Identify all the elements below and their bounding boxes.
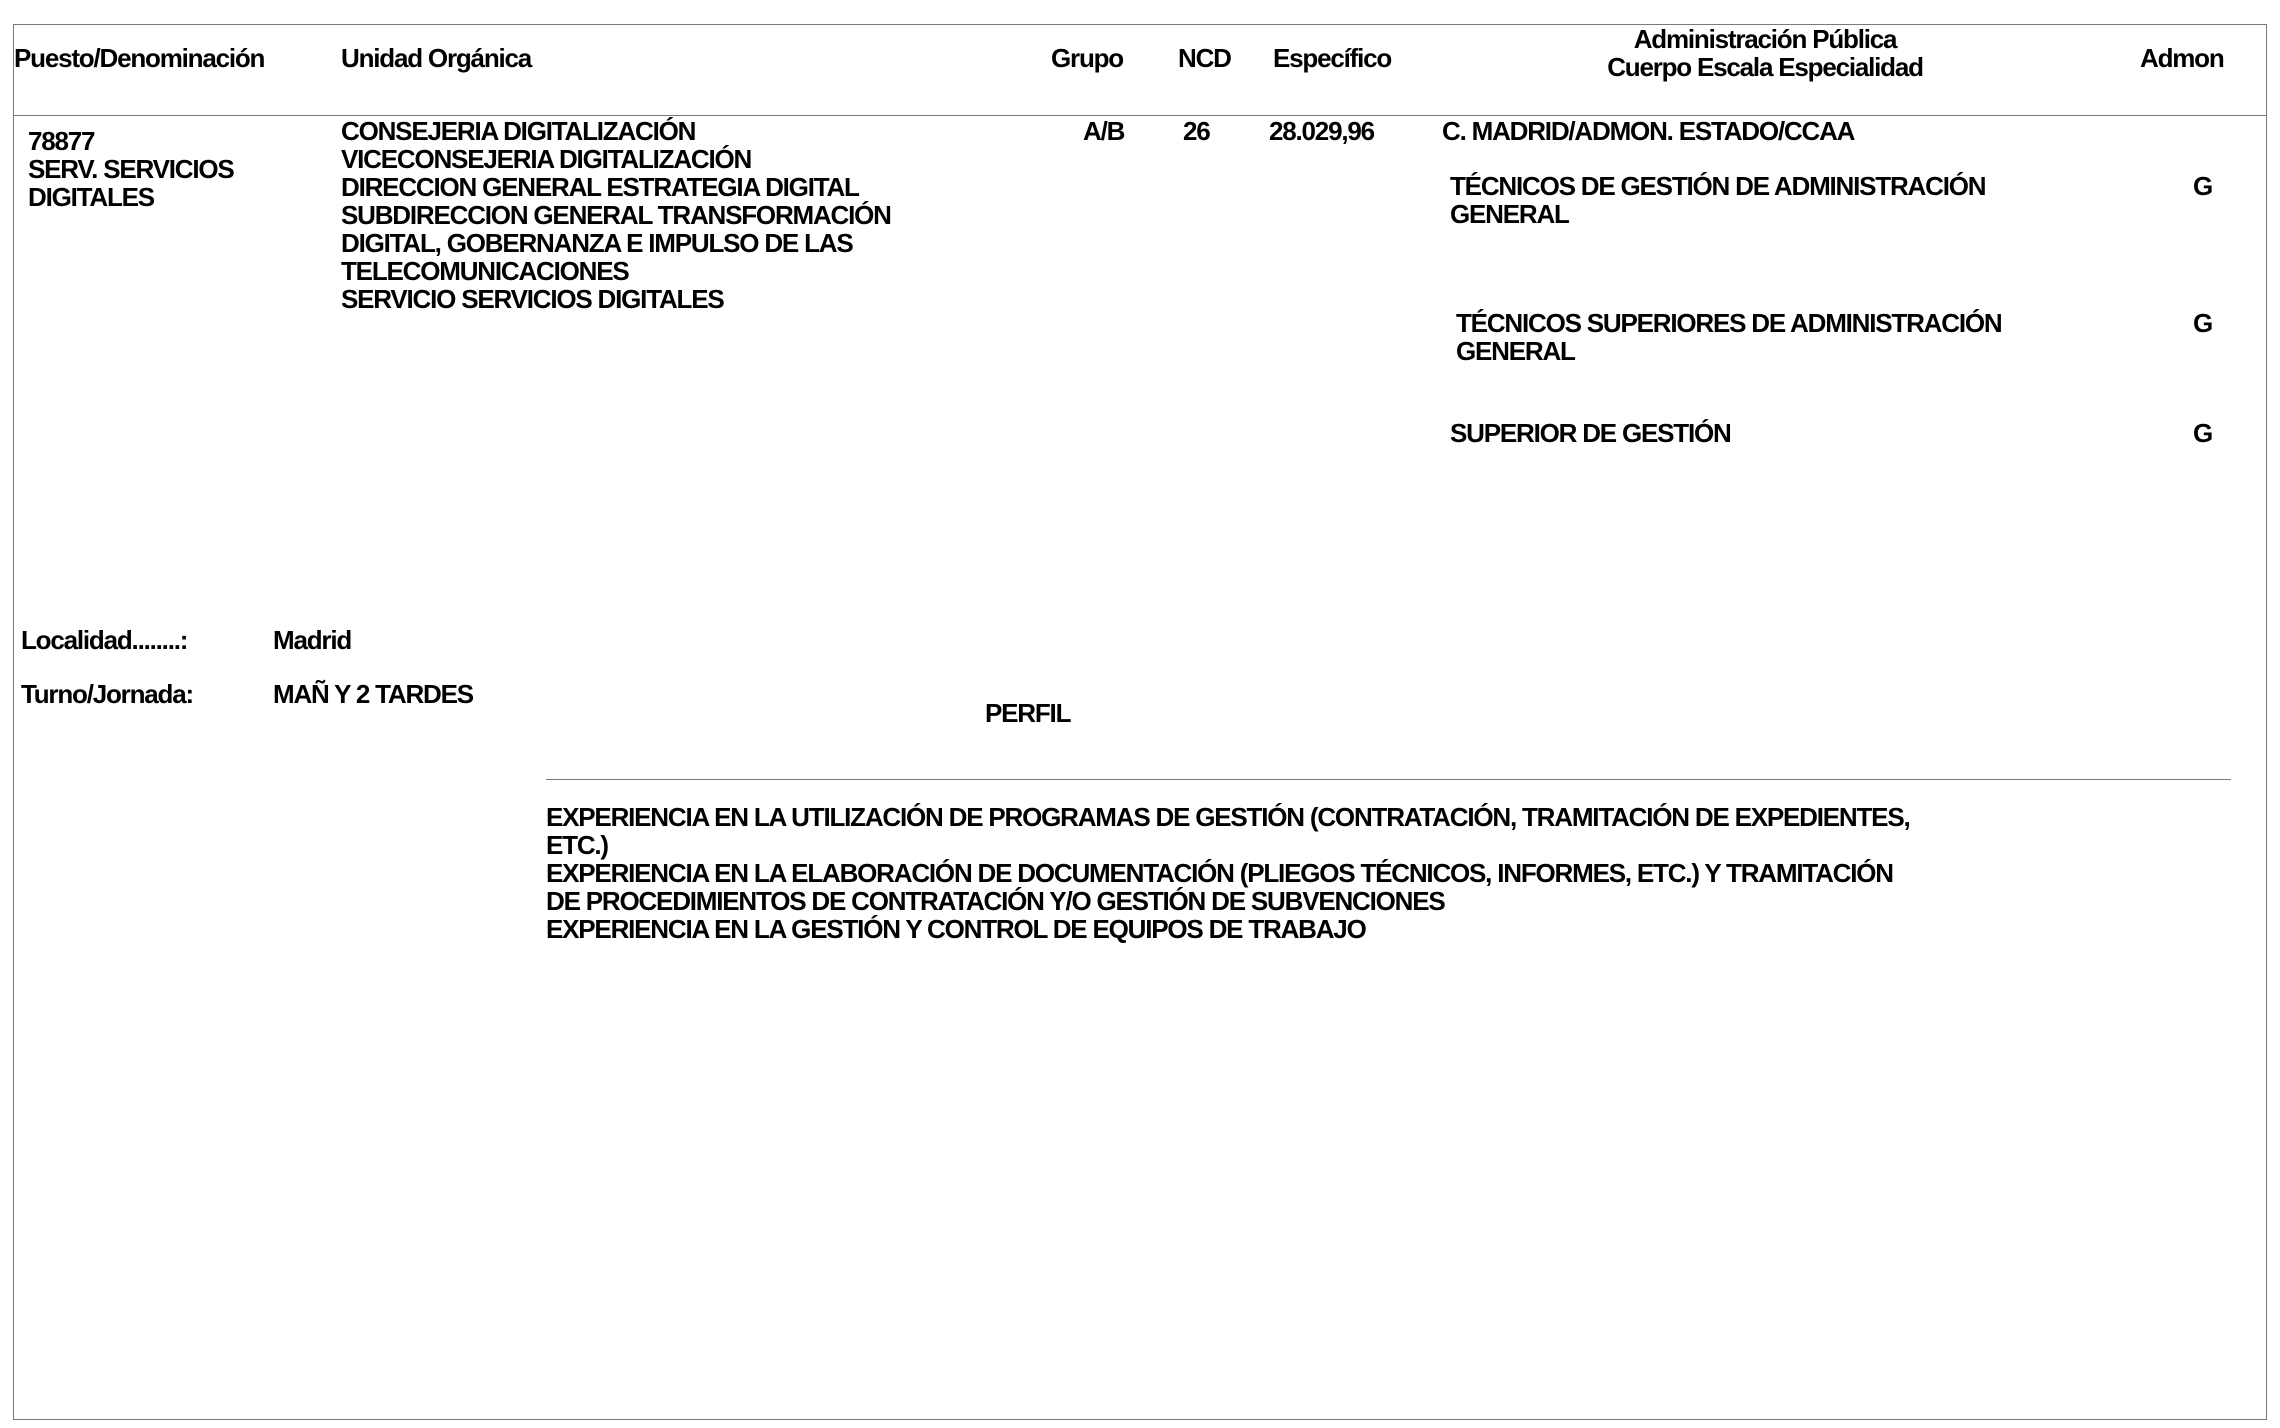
- perfil-line: EXPERIENCIA EN LA UTILIZACIÓN DE PROGRAMAS DE GESTIÓN (CONTRATACIÓN, TRAMITACIÓN DE EXPEDIENTES,: [546, 802, 1910, 832]
- header-puesto: Puesto/Denominación: [14, 43, 265, 73]
- unidad-line: VICECONSEJERIA DIGITALIZACIÓN: [341, 144, 752, 174]
- unidad-line: DIGITAL, GOBERNANZA E IMPULSO DE LAS: [341, 228, 853, 258]
- unidad-line: SUBDIRECCION GENERAL TRANSFORMACIÓN: [341, 200, 891, 230]
- cuerpo-entry: [1450, 419, 1731, 447]
- header-administracion: [1500, 25, 2030, 81]
- cuerpo-admon: G: [2193, 308, 2213, 338]
- perfil-line: DE PROCEDIMIENTOS DE CONTRATACIÓN Y/O GESTIÓN DE SUBVENCIONES: [546, 886, 1445, 916]
- cuerpo-line: GENERAL: [1456, 336, 1575, 366]
- puesto-denominacion-line: SERV. SERVICIOS: [28, 154, 234, 184]
- cuerpo-line: GENERAL: [1450, 199, 1569, 229]
- localidad-value: Madrid: [273, 625, 352, 655]
- cuerpo-line: TÉCNICOS DE GESTIÓN DE ADMINISTRACIÓN: [1450, 171, 1986, 201]
- unidad-line: CONSEJERIA DIGITALIZACIÓN: [341, 116, 696, 146]
- cuerpo-line: SUPERIOR DE GESTIÓN: [1450, 418, 1731, 448]
- unidad-organica-cell: [341, 117, 891, 313]
- perfil-divider: [546, 779, 2231, 780]
- grupo-value: A/B: [1083, 116, 1125, 146]
- puesto-denominacion-line: DIGITALES: [28, 182, 154, 212]
- cuerpo-admon: G: [2193, 171, 2213, 201]
- puesto-codigo: 78877: [28, 126, 95, 156]
- header-especifico: Específico: [1273, 43, 1392, 73]
- cuerpo-entry: [1456, 309, 2001, 365]
- cuerpo-entry: [1450, 172, 1985, 228]
- unidad-line: DIRECCION GENERAL ESTRATEGIA DIGITAL: [341, 172, 859, 202]
- turno-label: Turno/Jornada:: [21, 679, 193, 709]
- header-admin-line1: Administración Pública: [1633, 24, 1897, 54]
- header-admon: Admon: [2140, 43, 2224, 73]
- header-unidad: Unidad Orgánica: [341, 43, 532, 73]
- puesto-cell: [28, 127, 234, 211]
- perfil-line: EXPERIENCIA EN LA ELABORACIÓN DE DOCUMENTACIÓN (PLIEGOS TÉCNICOS, INFORMES, ETC.) Y TRAMITACIÓN: [546, 858, 1893, 888]
- header-ncd: NCD: [1178, 43, 1231, 73]
- header-admin-line2: Cuerpo Escala Especialidad: [1607, 52, 1923, 82]
- perfil-line: ETC.): [546, 830, 608, 860]
- perfil-line: EXPERIENCIA EN LA GESTIÓN Y CONTROL DE EQUIPOS DE TRABAJO: [546, 914, 1366, 944]
- cuerpo-admon: G: [2193, 418, 2213, 448]
- perfil-text: [546, 803, 1910, 943]
- localidad-label: Localidad........:: [21, 625, 188, 655]
- header-grupo: Grupo: [1051, 43, 1123, 73]
- unidad-line: SERVICIO SERVICIOS DIGITALES: [341, 284, 724, 314]
- perfil-title: PERFIL: [985, 698, 1071, 728]
- ncd-value: 26: [1183, 116, 1210, 146]
- administracion-value: C. MADRID/ADMON. ESTADO/CCAA: [1442, 116, 1855, 146]
- cuerpo-line: TÉCNICOS SUPERIORES DE ADMINISTRACIÓN: [1456, 308, 2002, 338]
- especifico-value: 28.029,96: [1269, 116, 1374, 146]
- turno-value: MAÑ Y 2 TARDES: [273, 679, 473, 709]
- unidad-line: TELECOMUNICACIONES: [341, 256, 629, 286]
